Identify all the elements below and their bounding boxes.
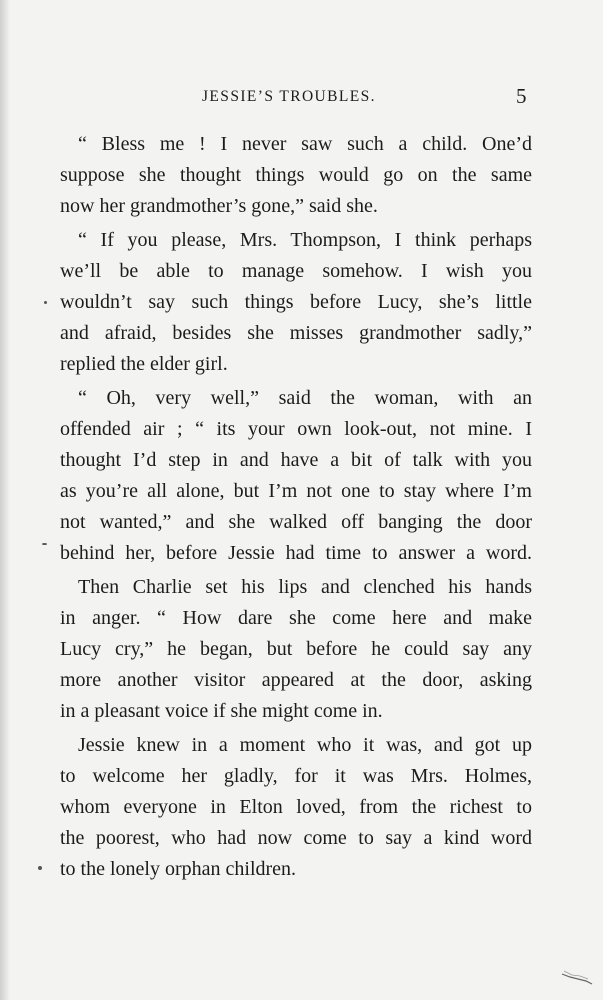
text-line: replied the elder girl. — [60, 353, 228, 375]
text-line: to the lonely orphan children. — [60, 858, 297, 880]
scan-smudge-mark — [560, 968, 594, 986]
scan-speck — [42, 543, 47, 545]
paragraph — [60, 572, 532, 727]
text-line: now her grandmother’s gone,” said she. — [60, 195, 378, 217]
text-line: “ Bless me ! I never saw such a child. One’d — [78, 133, 532, 155]
text-line: thought I’d step in and have a bit of talk with you — [60, 449, 532, 471]
text-line: Jessie knew in a moment who it was, and got up — [78, 734, 532, 756]
text-line: offended air ; “ its your own look-out, not mine. I — [60, 418, 532, 440]
scan-speck — [38, 866, 42, 870]
text-line: to welcome her gladly, for it was Mrs. Holmes, — [60, 765, 532, 787]
paragraph — [60, 225, 532, 380]
text-line: wouldn’t say such things before Lucy, she’s little — [60, 291, 532, 313]
text-line: we’ll be able to manage somehow. I wish you — [60, 260, 532, 282]
text-line: behind her, before Jessie had time to answer a word. — [60, 542, 532, 564]
page-number: 5 — [516, 84, 527, 108]
text-line: whom everyone in Elton loved, from the richest to — [60, 796, 532, 818]
text-line: Then Charlie set his lips and clenched his hands — [78, 576, 532, 598]
paragraph — [60, 383, 532, 569]
text-line: more another visitor appeared at the door, asking — [60, 669, 532, 691]
text-line: the poorest, who had now come to say a kind word — [60, 827, 532, 849]
paragraph — [60, 730, 532, 885]
page-header — [0, 86, 603, 116]
running-head: JESSIE’S TROUBLES. — [202, 88, 376, 105]
text-line: not wanted,” and she walked off banging the door — [60, 511, 532, 533]
page-edge-shadow — [0, 0, 10, 1000]
text-line: suppose she thought things would go on the same — [60, 164, 532, 186]
paragraph — [60, 129, 532, 222]
text-line: “ If you please, Mrs. Thompson, I think perhaps — [78, 229, 532, 251]
text-line: Lucy cry,” he began, but before he could say any — [60, 638, 532, 660]
text-line: and afraid, besides she misses grandmother sadly,” — [60, 322, 532, 344]
text-line: as you’re all alone, but I’m not one to stay where I’m — [60, 480, 532, 502]
text-line: “ Oh, very well,” said the woman, with an — [78, 387, 532, 409]
scan-speck — [44, 301, 47, 304]
text-line: in a pleasant voice if she might come in. — [60, 700, 383, 722]
text-line: in anger. “ How dare she come here and make — [60, 607, 532, 629]
body-text — [60, 129, 532, 885]
